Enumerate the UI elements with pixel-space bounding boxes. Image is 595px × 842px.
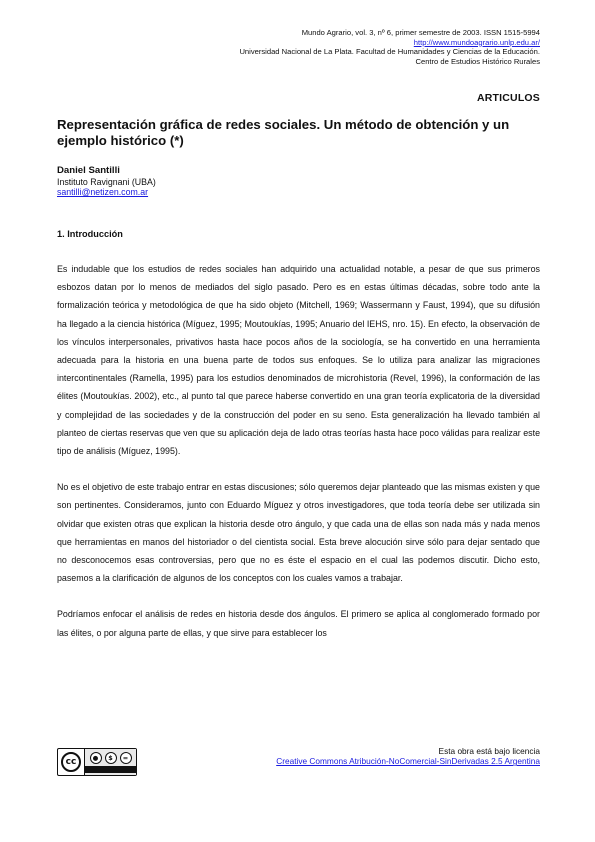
journal-center: Centro de Estudios Histórico Rurales [415, 56, 540, 66]
noderivatives-icon: = [120, 752, 132, 764]
author-block [57, 166, 156, 198]
cc-terms-bar [85, 766, 136, 773]
section-heading: 1. Introducción [57, 229, 123, 239]
cc-icon: cc [61, 752, 81, 772]
article-body [57, 260, 540, 660]
journal-header [239, 28, 540, 66]
section-label: ARTICULOS [476, 92, 540, 104]
body-paragraph: Es indudable que los estudios de redes sociales han adquirido una actualidad notable, a pesar de que sus primeros esbozos datan por lo menos de mediados del siglo pasado. Pero es en estas últimas décadas, sobre todo ante la formalización teórica y metodológica de que ha sido objeto (Mitchell, 1969; Wassermann y Faust, 1994), que su difusión ha llegado a la ciencia histórica (Míguez, 1995; Moutoukías, 1995; Anuario del IEHS, nro. 15). En efecto, la observación de los vínculos interpersonales, privativos hasta hace pocos años de la sociología, se ha convertido en una herramienta adecuada para la historia en una buena parte de todos sus enfoques. Se lo utiliza para analizar las migraciones intercontinentales (Ramella, 1995) para los estudios denominados de microhistoria (Revel, 1996), la conformación de las élites (Moutoukías. 2002), etc., al punto tal que parece haberse convertido en una gran teoría explicatoria de la diversidad y complejidad de las sociedades y de la construcción del poder en su seno. Esta generalización ha llevado también al planteo de ciertas reservas que ven que su aplicación deja de lado otras teorías hasta hace poco válidas para realizar este tipo de análisis (Míguez, 1995). [57, 264, 540, 457]
journal-institution: Universidad Nacional de La Plata. Facultad de Humanidades y Ciencias de la Educación. [239, 47, 540, 57]
license-notice [276, 746, 540, 766]
noncommercial-icon: $ [105, 752, 117, 764]
journal-citation: Mundo Agrario, vol. 3, nº 6, primer semestre de 2003. ISSN 1515-5994 [301, 28, 540, 37]
body-paragraph: No es el objetivo de este trabajo entrar en estas discusiones; sólo queremos dejar planteado que las mismas existen y que son pertinentes. Consideramos, junto con Eduardo Míguez y otros investigadores, que toda teoría debe ser utilizada sin olvidar que existen otras que explican la historia desde otro ángulo, y que cada una de ellas son nada más y nada menos que herramientas en manos del historiador o del cientista social. Esta breve alocución sirve sólo para dejar sentado que no desconocemos esas controversias, pero que no es éste el espacio en el cual las podemos discutir. Dicho esto, pasemos a la clarificación de algunos de los conceptos con los cuales vamos a trabajar. [57, 482, 540, 584]
journal-url-link[interactable]: http://www.mundoagrario.unlp.edu.ar/ [413, 37, 540, 47]
body-paragraph: Podríamos enfocar el análisis de redes en historia desde dos ángulos. El primero se aplica al conglomerado formado por las élites, o por alguna parte de ellas, y que sirve para establecer los [57, 609, 540, 638]
article-title: Representación gráfica de redes sociales. Un método de obtención y un ejemplo histórico (*) [57, 117, 510, 148]
cc-license-strip [84, 749, 136, 775]
creative-commons-badge[interactable] [57, 748, 137, 776]
license-link[interactable]: Creative Commons Atribución-NoComercial-SinDerivadas 2.5 Argentina [276, 756, 540, 767]
attribution-icon: ● [90, 752, 102, 764]
author-institution: Instituto Ravignani (UBA) [57, 176, 156, 187]
license-statement: Esta obra está bajo licencia [438, 746, 540, 756]
author-name: Daniel Santilli [57, 165, 120, 176]
author-email-link[interactable]: santilli@netizen.com.ar [57, 187, 149, 198]
